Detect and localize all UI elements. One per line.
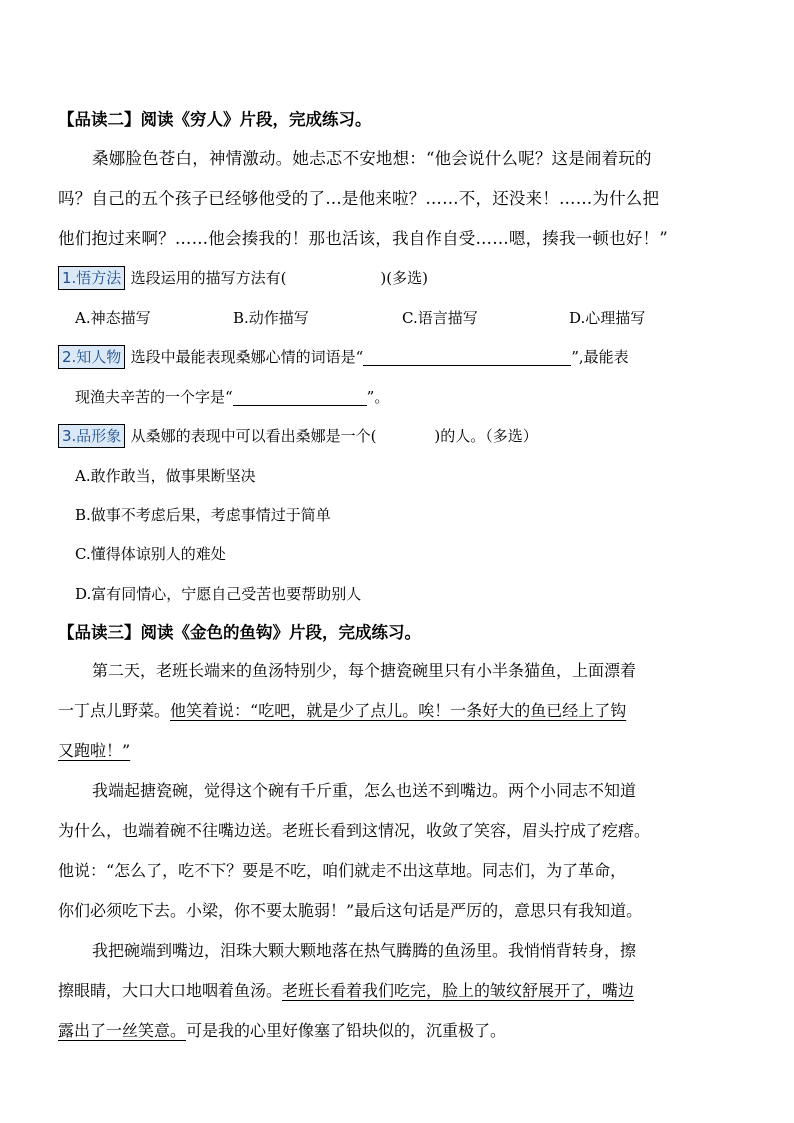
s3-p3-line-3-b: 可是我的心里好像塞了铅块似的，沉重极了。 (186, 1021, 507, 1040)
question-1 (58, 266, 428, 290)
q2-text-d: ”。 (366, 388, 390, 406)
question-3 (58, 424, 538, 448)
s3-p1-line-2 (58, 699, 626, 723)
s3-p2-line-2: 为什么，也端着碗不往嘴边送。老班长看到这情况，收敛了笑容，眉头拧成了疙瘩。 (58, 821, 651, 840)
q3-tag: 3.品形象 (58, 424, 125, 448)
passage-line-2: 吗？自己的五个孩子已经够他受的了…是他来啦？……不，还没来！……为什么把 (58, 189, 660, 208)
s3-p3-line-2-a: 擦眼睛，大口大口地咽着鱼汤。 (58, 981, 283, 1000)
q1-option-a: A.神态描写 (75, 309, 151, 327)
q3-text-b: )的人。（多选） (434, 427, 538, 445)
q3-option-b: B.做事不考虑后果，考虑事情过于简单 (75, 506, 331, 524)
q2-text-c: 现渔夫辛苦的一个字是“ (75, 388, 233, 406)
passage-line-3: 他们抱过来啊？……他会揍我的！那也活该，我自作自受……嗯，揍我一顿也好！” (58, 229, 668, 248)
section2-heading: 【品读二】阅读《穷人》片段，完成练习。 (58, 110, 372, 129)
s3-p1-line-3 (58, 739, 130, 763)
q3-option-d: D.富有同情心，宁愿自己受苦也要帮助别人 (75, 585, 362, 603)
s3-p3-line-1: 我把碗端到嘴边，泪珠大颗大颗地落在热气腾腾的鱼汤里。我悄悄背转身，擦 (92, 941, 637, 960)
section3-heading: 【品读三】阅读《金色的鱼钩》片段，完成练习。 (58, 623, 421, 642)
q1-option-b: B.动作描写 (233, 309, 309, 327)
q1-text-a: 选段运用的描写方法有( (130, 269, 287, 287)
s3-p1-underlined-b: 又跑啦！” (58, 741, 131, 760)
s3-p3-underlined-b: 露出了一丝笑意。 (58, 1021, 187, 1040)
s3-p3-line-3 (58, 1019, 506, 1043)
q2-blank-1[interactable] (363, 349, 571, 366)
question-2 (58, 345, 629, 369)
q1-option-c: C.语言描写 (402, 309, 478, 327)
s3-p2-line-4: 你们必须吃下去。小梁，你不要太脆弱！”最后这句话是严厉的，意思只有我知道。 (58, 901, 643, 920)
question-2-cont (75, 385, 389, 409)
passage-line-1: 桑娜脸色苍白，神情激动。她忐忑不安地想：“他会说什么呢？这是闹着玩的 (92, 149, 652, 168)
s3-p1-line-2-a: 一丁点儿野菜。 (58, 701, 171, 720)
q2-blank-2[interactable] (233, 389, 367, 406)
s3-p2-line-3: 他说：“怎么了，吃不下？要是不吃，咱们就走不出这草地。同志们，为了革命， (58, 861, 627, 880)
q2-text-b: ”,最能表 (571, 348, 629, 366)
q1-text-b: )(多选) (380, 269, 428, 287)
q3-option-a: A.敢作敢当，做事果断坚决 (75, 467, 256, 485)
s3-p2-line-1: 我端起搪瓷碗，觉得这个碗有千斤重，怎么也送不到嘴边。两个小同志不知道 (92, 781, 637, 800)
s3-p1-line-1: 第二天，老班长端来的鱼汤特别少，每个搪瓷碗里只有小半条猫鱼，上面漂着 (92, 661, 637, 680)
q3-option-c: C.懂得体谅别人的难处 (75, 545, 226, 563)
q1-option-d: D.心理描写 (569, 309, 646, 327)
q3-text-a: 从桑娜的表现中可以看出桑娜是一个( (130, 427, 377, 445)
s3-p3-line-2 (58, 979, 634, 1003)
s3-p3-underlined-a: 老班长看着我们吃完，脸上的皱纹舒展开了，嘴边 (282, 981, 635, 1000)
s3-p1-underlined-a: 他笑着说：“吃吧，就是少了点儿。唉！一条好大的鱼已经上了钩 (170, 701, 627, 720)
q2-text-a: 选段中最能表现桑娜心情的词语是“ (130, 348, 364, 366)
q2-tag: 2.知人物 (58, 345, 125, 369)
q1-tag: 1.悟方法 (58, 266, 125, 290)
